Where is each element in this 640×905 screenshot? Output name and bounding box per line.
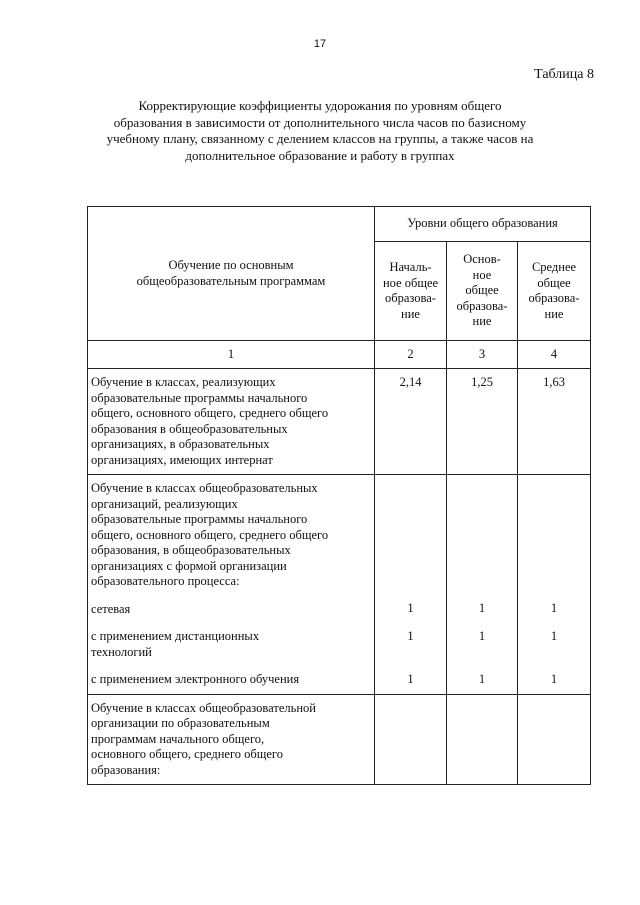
- coefficients-table: [87, 206, 591, 785]
- sub-line: с применением дистанционных: [91, 629, 260, 643]
- header-line: общеобразовательным программам: [136, 273, 326, 288]
- column-number: 4: [518, 341, 591, 369]
- sub-line: с применением электронного обучения: [91, 672, 300, 686]
- value: 1: [407, 671, 414, 686]
- level-line: образова-: [456, 298, 508, 313]
- row-description: [88, 475, 375, 695]
- level-line: образова-: [528, 291, 580, 305]
- row-line: общего, основного общего, среднего общего: [91, 527, 329, 542]
- table-row: [88, 475, 591, 695]
- level-line: ное: [472, 267, 492, 282]
- row-line: образовательного процесса:: [91, 574, 240, 588]
- row-line: общего, основного общего, среднего общего: [91, 406, 329, 420]
- sub-line: технологий: [91, 644, 152, 659]
- value-basic: 1,25: [447, 369, 518, 475]
- level-line: Началь-: [389, 260, 432, 274]
- value: 1: [550, 601, 558, 615]
- value-secondary: [518, 694, 591, 785]
- header-education-levels: Уровни общего образования: [375, 207, 591, 242]
- row-line: организаций, реализующих: [91, 496, 238, 511]
- header-program-type: [88, 207, 375, 341]
- value: 1: [478, 601, 486, 615]
- value-basic: [447, 694, 518, 785]
- value-primary: [375, 694, 447, 785]
- sub-item-network: [91, 602, 372, 618]
- value-secondary: [518, 475, 591, 695]
- title-line: учебному плану, связанному с делением классов на группы, а также часов на: [106, 131, 534, 146]
- table-label: Таблица 8: [534, 67, 594, 82]
- header-level-basic: [447, 242, 518, 341]
- value: 1: [550, 628, 558, 643]
- document-title: [90, 98, 550, 164]
- row-line: образования:: [91, 762, 161, 777]
- value: 1: [478, 671, 486, 686]
- level-line: ное общее: [382, 275, 439, 290]
- sub-line: сетевая: [91, 601, 131, 616]
- row-line: образовательные программы начального: [91, 390, 308, 405]
- value: 1: [407, 601, 414, 615]
- row-line: Обучение в классах общеобразовательной: [91, 700, 316, 715]
- header-line: Обучение по основным: [168, 258, 294, 272]
- row-line: образования, в общеобразовательных: [91, 543, 291, 557]
- level-line: общее: [537, 275, 571, 290]
- column-number-row: [88, 341, 591, 369]
- level-line: образова-: [385, 291, 436, 305]
- row-line: образования в общеобразовательных: [91, 421, 288, 436]
- row-line: организации по образовательным: [91, 716, 270, 730]
- header-level-secondary: [518, 242, 591, 341]
- table-row: [88, 694, 591, 785]
- column-number: 2: [375, 341, 447, 369]
- value: 1: [550, 671, 558, 686]
- level-line: ние: [401, 306, 420, 321]
- title-line: Корректирующие коэффициенты удорожания по уровням общего: [138, 98, 502, 113]
- level-line: общее: [465, 283, 499, 298]
- level-line: Основ-: [463, 252, 501, 267]
- row-description: [88, 369, 375, 475]
- column-number: 1: [88, 341, 375, 369]
- table-header-row: [88, 207, 591, 242]
- row-line: Обучение в классах, реализующих: [91, 375, 276, 389]
- sub-item-distance: [91, 629, 372, 660]
- header-level-primary: [375, 242, 447, 341]
- row-line: образовательные программы начального: [91, 512, 308, 526]
- value-secondary: 1,63: [518, 369, 591, 475]
- column-number: 3: [447, 341, 518, 369]
- value-basic: [447, 475, 518, 695]
- row-line: Обучение в классах общеобразовательных: [91, 481, 318, 495]
- row-line: программам начального общего,: [91, 731, 265, 746]
- row-line: основного общего, среднего общего: [91, 747, 283, 761]
- value-primary: [375, 475, 447, 695]
- level-line: ние: [472, 314, 492, 329]
- row-line: организациях, имеющих интернат: [91, 452, 273, 467]
- level-line: ние: [544, 306, 564, 321]
- title-line: образования в зависимости от дополнительного числа часов по базисному: [113, 114, 527, 130]
- value-primary: 2,14: [375, 369, 447, 475]
- row-line: организациях, в образовательных: [91, 437, 270, 451]
- title-line: дополнительное образование и работу в группах: [185, 147, 455, 163]
- value: 1: [407, 628, 414, 643]
- row-description: [88, 694, 375, 785]
- sub-item-electronic: [91, 672, 372, 688]
- table-row: [88, 369, 591, 475]
- value: 1: [478, 628, 486, 643]
- page-number: 17: [313, 38, 327, 50]
- level-line: Среднее: [531, 260, 577, 274]
- row-line: организациях с формой организации: [91, 558, 287, 573]
